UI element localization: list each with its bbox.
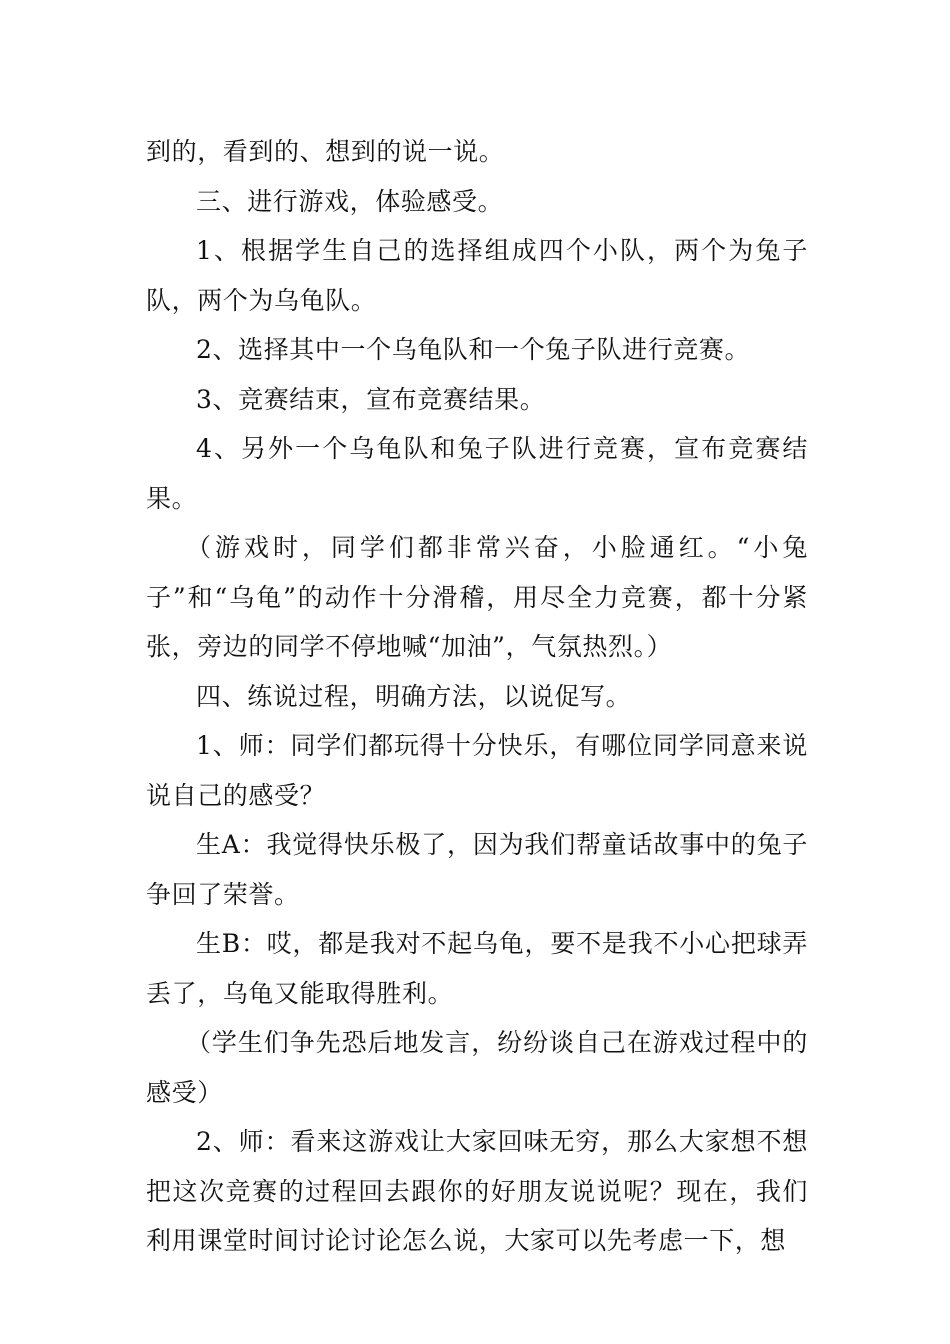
paragraph-6: 4、另外一个乌龟队和兔子队进行竞赛，宣布竞赛结果。: [146, 434, 808, 513]
paragraph-9: 1、师：同学们都玩得十分快乐，有哪位同学同意来说说自己的感受？: [146, 731, 808, 810]
paragraph-2: 三、进行游戏，体验感受。: [196, 186, 504, 216]
paragraph-3: 1、根据学生自己的选择组成四个小队，两个为兔子队，两个为乌龟队。: [146, 236, 808, 315]
paragraph-1: 到的，看到的、想到的说一说。: [146, 137, 505, 166]
paragraph-8: 四、练说过程，明确方法，以说促写。: [196, 681, 632, 711]
paragraph-10: 生A：我觉得快乐极了，因为我们帮童话故事中的兔子争回了荣誉。: [146, 830, 808, 909]
paragraph-4: 2、选择其中一个乌龟队和一个兔子队进行竞赛。: [196, 335, 751, 364]
paragraph-7: （游戏时，同学们都非常兴奋，小脸通红。“小兔子”和“乌龟”的动作十分滑稽，用尽全力竞赛，都十分紧张，旁边的同学不停地喊“加油”，气氛热烈。）: [146, 533, 808, 661]
paragraph-12: （学生们争先恐后地发言，纷纷谈自己在游戏过程中的感受）: [146, 1028, 808, 1107]
paragraph-13: 2、师：看来这游戏让大家回味无穷，那么大家想不想把这次竞赛的过程回去跟你的好朋友说说呢？现在，我们利用课堂时间讨论讨论怎么说，大家可以先考虑一下，想: [146, 1127, 808, 1255]
paragraph-5: 3、竞赛结束，宣布竞赛结果。: [196, 384, 546, 414]
paragraph-11: 生B：哎，都是我对不起乌龟，要不是我不小心把球弄丢了，乌龟又能取得胜利。: [146, 929, 808, 1008]
document-body: [146, 127, 808, 1266]
